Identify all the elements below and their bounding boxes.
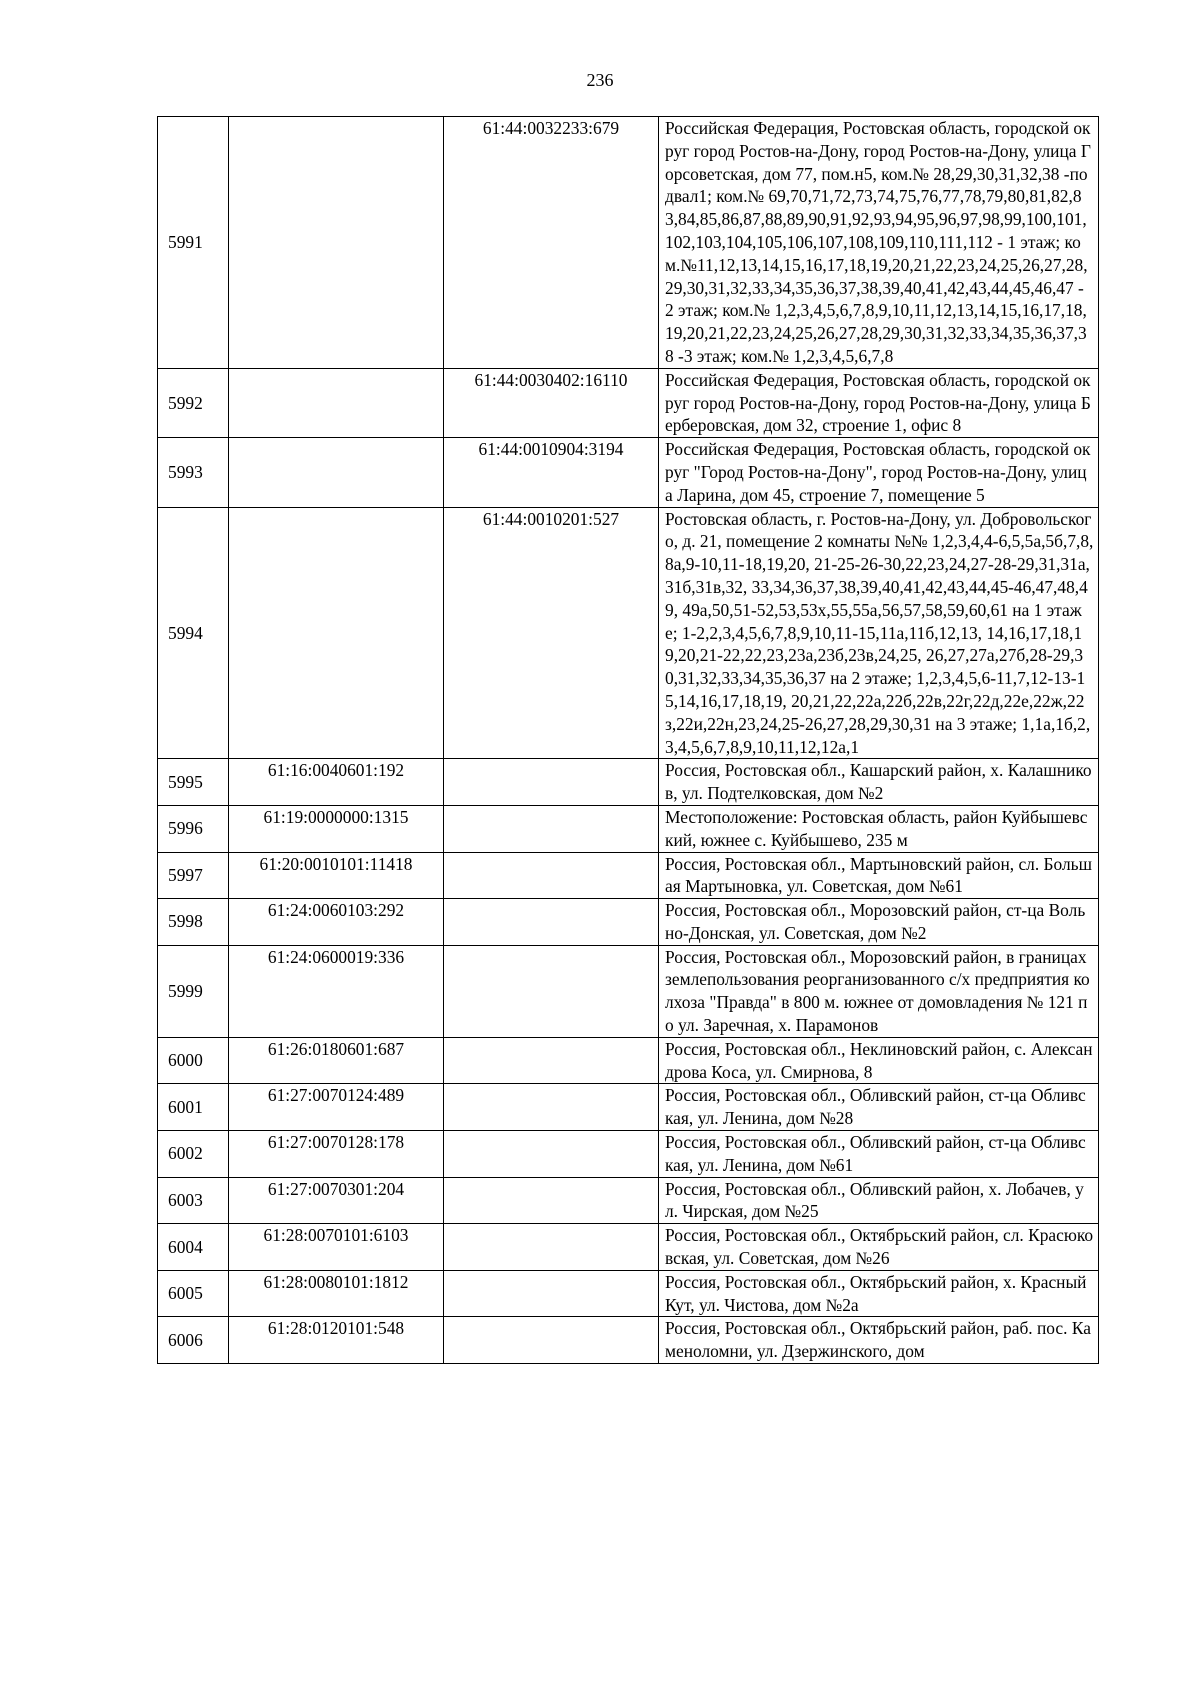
table-row xyxy=(158,852,1099,899)
table-row xyxy=(158,438,1099,507)
cadastral-number-building xyxy=(444,1224,659,1271)
address-cell: Россия, Ростовская обл., Октябрьский район, х. Красный Кут, ул. Чистова, дом №2а xyxy=(659,1270,1099,1317)
cadastral-number-building: 61:44:0010904:3194 xyxy=(444,438,659,507)
address-cell: Россия, Ростовская обл., Неклиновский район, с. Александрова Коса, ул. Смирнова, 8 xyxy=(659,1037,1099,1084)
table-row xyxy=(158,759,1099,806)
cadastral-number-land: 61:24:0060103:292 xyxy=(229,899,444,946)
cadastral-number-land: 61:20:0010101:11418 xyxy=(229,852,444,899)
table-row xyxy=(158,945,1099,1037)
cadastral-number-land: 61:27:0070128:178 xyxy=(229,1131,444,1178)
table-row xyxy=(158,1037,1099,1084)
cadastral-number-building xyxy=(444,1084,659,1131)
table-row xyxy=(158,1224,1099,1271)
cadastral-number-land: 61:19:0000000:1315 xyxy=(229,805,444,852)
row-number: 6002 xyxy=(158,1131,229,1178)
address-cell: Россия, Ростовская обл., Мартыновский район, сл. Большая Мартыновка, ул. Советская, дом №61 xyxy=(659,852,1099,899)
address-cell: Россия, Ростовская обл., Морозовский район, в границах землепользования реорганизованного с/х предприятия колхоза "Правда" в 800 м. южнее от домовладения № 121 по ул. Заречная, х. Парамонов xyxy=(659,945,1099,1037)
table-row xyxy=(158,1131,1099,1178)
cadastral-number-land: 61:24:0600019:336 xyxy=(229,945,444,1037)
address-cell: Россия, Ростовская обл., Обливский район, х. Лобачев, ул. Чирская, дом №25 xyxy=(659,1177,1099,1224)
cadastral-number-building xyxy=(444,1270,659,1317)
cadastral-number-building xyxy=(444,1037,659,1084)
table-row xyxy=(158,1270,1099,1317)
row-number: 6003 xyxy=(158,1177,229,1224)
row-number: 5996 xyxy=(158,805,229,852)
row-number: 6000 xyxy=(158,1037,229,1084)
table-row xyxy=(158,117,1099,369)
row-number: 5997 xyxy=(158,852,229,899)
registry-table xyxy=(157,116,1099,1364)
address-cell: Российская Федерация, Ростовская область, городской округ город Ростов-на-Дону, город Ростов-на-Дону, улица Горсоветская, дом 77, пом.н5, ком.№ 28,29,30,31,32,38 -подвал1; ком.№ 69,70,71,72,73,74,75,76,77,78,79,80,81,82,83,84,85,86,87,88,89,90,91,92,93,94,95,96,97,98,99,100,101,102,103,104,105,106,107,108,109,110,111,112 - 1 этаж; ком.№11,12,13,14,15,16,17,18,19,20,21,22,23,24,25,26,27,28,29,30,31,32,33,34,35,36,37,38,39,40,41,42,43,44,45,46,47 - 2 этаж; ком.№ 1,2,3,4,5,6,7,8,9,10,11,12,13,14,15,16,17,18,19,20,21,22,23,24,25,26,27,28,29,30,31,32,33,34,35,36,37,38 -3 этаж; ком.№ 1,2,3,4,5,6,7,8 xyxy=(659,117,1099,369)
cadastral-number-land: 61:26:0180601:687 xyxy=(229,1037,444,1084)
address-cell: Россия, Ростовская обл., Октябрьский район, сл. Красюковская, ул. Советская, дом №26 xyxy=(659,1224,1099,1271)
page-number: 236 xyxy=(586,70,614,90)
row-number: 5993 xyxy=(158,438,229,507)
address-cell: Россия, Ростовская обл., Кашарский район, х. Калашников, ул. Подтелковская, дом №2 xyxy=(659,759,1099,806)
registry-table-body xyxy=(158,117,1099,1364)
row-number: 5994 xyxy=(158,507,229,759)
row-number: 6005 xyxy=(158,1270,229,1317)
row-number: 5999 xyxy=(158,945,229,1037)
address-cell: Россия, Ростовская обл., Морозовский район, ст-ца Вольно-Донская, ул. Советская, дом №2 xyxy=(659,899,1099,946)
table-row xyxy=(158,1177,1099,1224)
cadastral-number-land: 61:27:0070124:489 xyxy=(229,1084,444,1131)
row-number: 6004 xyxy=(158,1224,229,1271)
address-cell: Российская Федерация, Ростовская область, городской округ "Город Ростов-на-Дону", город Ростов-на-Дону, улица Ларина, дом 45, строение 7, помещение 5 xyxy=(659,438,1099,507)
cadastral-number-building xyxy=(444,1131,659,1178)
cadastral-number-building xyxy=(444,759,659,806)
address-cell: Ростовская область, г. Ростов-на-Дону, ул. Добровольского, д. 21, помещение 2 комнаты №№ 1,2,3,4,4-6,5,5а,5б,7,8,8а,9-10,11-18,19,20, 21-25-26-30,22,23,24,27-28-29,31,31а,31б,31в,32, 33,34,36,37,38,39,40,41,42,43,44,45-46,47,48,49, 49а,50,51-52,53,53х,55,55а,56,57,58,59,60,61 на 1 этаже; 1-2,2,3,4,5,6,7,8,9,10,11-15,11а,11б,12,13, 14,16,17,18,19,20,21-22,22,23,23а,23б,23в,24,25, 26,27,27а,27б,28-29,30,31,32,33,34,35,36,37 на 2 этаже; 1,2,3,4,5,6-11,7,12-13-15,14,16,17,18,19, 20,21,22,22а,22б,22в,22г,22д,22е,22ж,22з,22и,22н,23,24,25-26,27,28,29,30,31 на 3 этаже; 1,1а,1б,2,3,4,5,6,7,8,9,10,11,12,12а,1 xyxy=(659,507,1099,759)
address-cell: Россия, Ростовская обл., Обливский район, ст-ца Обливская, ул. Ленина, дом №61 xyxy=(659,1131,1099,1178)
row-number: 5991 xyxy=(158,117,229,369)
address-cell: Местоположение: Ростовская область, район Куйбышевский, южнее с. Куйбышево, 235 м xyxy=(659,805,1099,852)
cadastral-number-building: 61:44:0010201:527 xyxy=(444,507,659,759)
table-row xyxy=(158,368,1099,437)
cadastral-number-land: 61:28:0080101:1812 xyxy=(229,1270,444,1317)
cadastral-number-building xyxy=(444,945,659,1037)
row-number: 5995 xyxy=(158,759,229,806)
cadastral-number-land: 61:28:0120101:548 xyxy=(229,1317,444,1364)
address-cell: Российская Федерация, Ростовская область, городской округ город Ростов-на-Дону, город Ростов-на-Дону, улица Берберовская, дом 32, строение 1, офис 8 xyxy=(659,368,1099,437)
cadastral-number-land xyxy=(229,117,444,369)
row-number: 6001 xyxy=(158,1084,229,1131)
cadastral-number-land: 61:16:0040601:192 xyxy=(229,759,444,806)
cadastral-number-building xyxy=(444,1317,659,1364)
cadastral-number-building xyxy=(444,1177,659,1224)
cadastral-number-land xyxy=(229,507,444,759)
cadastral-number-building: 61:44:0032233:679 xyxy=(444,117,659,369)
cadastral-number-land xyxy=(229,368,444,437)
cadastral-number-building xyxy=(444,805,659,852)
table-row xyxy=(158,805,1099,852)
cadastral-number-building xyxy=(444,899,659,946)
table-row xyxy=(158,899,1099,946)
table-row xyxy=(158,1084,1099,1131)
row-number: 6006 xyxy=(158,1317,229,1364)
cadastral-number-land: 61:28:0070101:6103 xyxy=(229,1224,444,1271)
address-cell: Россия, Ростовская обл., Октябрьский район, раб. пос. Каменоломни, ул. Дзержинского, дом xyxy=(659,1317,1099,1364)
cadastral-number-land: 61:27:0070301:204 xyxy=(229,1177,444,1224)
cadastral-number-building xyxy=(444,852,659,899)
table-row xyxy=(158,507,1099,759)
row-number: 5998 xyxy=(158,899,229,946)
cadastral-number-building: 61:44:0030402:16110 xyxy=(444,368,659,437)
address-cell: Россия, Ростовская обл., Обливский район, ст-ца Обливская, ул. Ленина, дом №28 xyxy=(659,1084,1099,1131)
row-number: 5992 xyxy=(158,368,229,437)
table-row xyxy=(158,1317,1099,1364)
cadastral-number-land xyxy=(229,438,444,507)
